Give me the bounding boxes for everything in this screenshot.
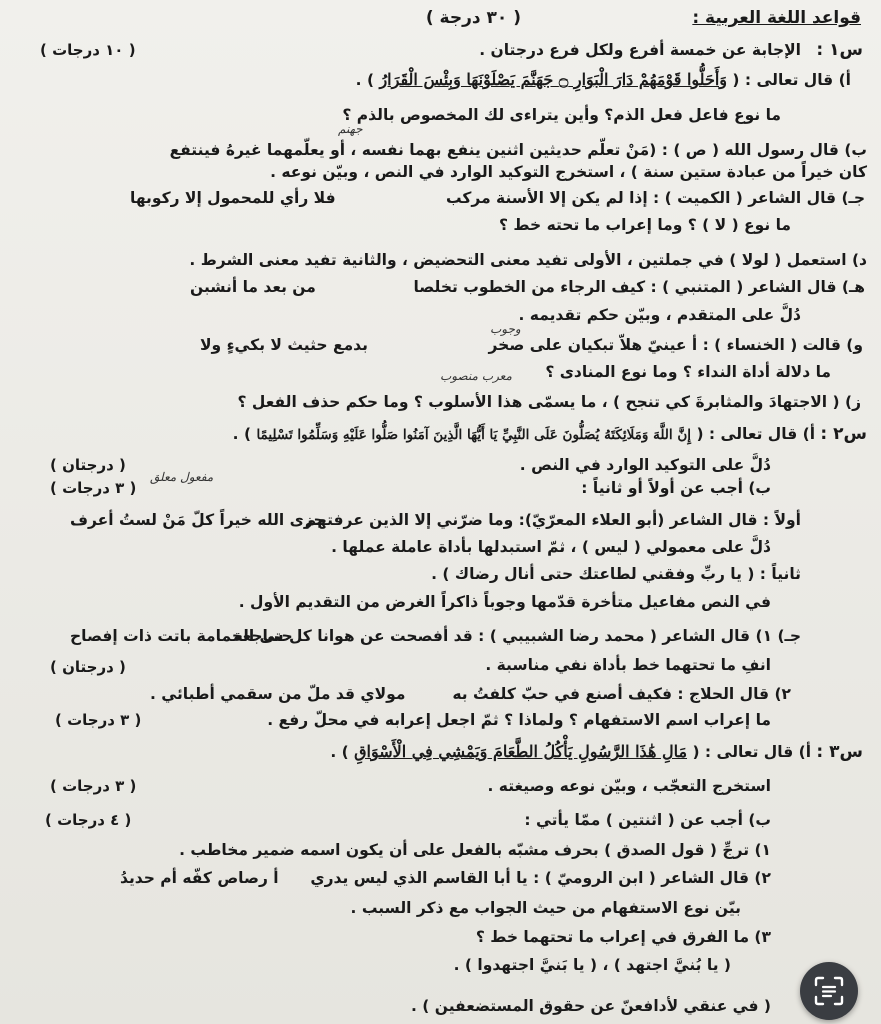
q1-f-verse-left: بدمع حثيث لا بكيءٍ ولا [200, 336, 368, 354]
q2-b-handwritten-note: مفعول معلق [150, 470, 214, 484]
q2-c1-verse-left: حتى الحمامة باتت ذات إفصاح [70, 627, 293, 645]
q2-label: س٢ : [820, 424, 867, 444]
scan-text-icon [814, 976, 844, 1006]
q2-a-prefix: أ) قال تعالى : ( [696, 425, 816, 443]
q2-a-quran: إِنَّ اللَّهَ وَمَلَائِكَتَهُ يُصَلُّونَ عَلَى النَّبِيِّ يَا أَيُّهَا الَّذِينَ آمَنُوا صَلُّوا عَلَيْهِ وَسَلِّمُوا تَسْلِيمًا [256, 427, 692, 443]
q1-f-verse-right: و) قالت ( الخنساء ) : أ عينيّ هلاّ تبكيان على صخر [488, 336, 863, 354]
q1-a-line2: ما نوع فاعل فعل الذم؟ وأين يتراءى لك المخصوص بالذم ؟ [342, 106, 781, 124]
q2-a-line2: دُلَّ على التوكيد الوارد في النص . [519, 456, 771, 474]
q1-b-line1: ب) قال رسول الله ( ص ) : (مَنْ تعلّم حديثين اثنين ينفع بهما نفسه ، أو يعلّمهما غيرهُ فينتفع [169, 141, 867, 159]
q2-c2-verse-right: ٢) قال الحلاج : فكيف أصنع في حبّ كلفتُ به [452, 685, 791, 703]
q3-a-suffix: ) . [330, 743, 349, 761]
q1-a-prefix: أ) قال تعالى : ( [732, 71, 851, 89]
q1-c-verse-left: فلا رأي للمحمول إلا ركوبها [130, 189, 336, 207]
q2-c2-points: ( ٣ درجات ) [55, 711, 142, 729]
q3-b-line: ب) أجب عن ( اثنتين ) ممّا يأتي : [524, 811, 771, 829]
q1-e-handwritten-note: وجوب [490, 322, 521, 336]
q1-a-handwritten-note: جهنم [338, 122, 363, 136]
q3-b-points: ( ٤ درجات ) [45, 811, 132, 829]
q1-e-verse-left: من بعد ما أنشبن [190, 278, 316, 296]
q3-b2-line2: بيّن نوع الاستفهام من حيث الجواب مع ذكر السبب . [350, 899, 741, 917]
q2-first-verse-right: أولاً : قال الشاعر (أبو العلاء المعرّيّ): وما ضرّني إلا الذين عرفتهم [304, 511, 801, 529]
q2-c2-verse-left: مولاي قد ملّ من سقمي أطبائي . [150, 685, 406, 703]
q2-b-line: ب) أجب عن أولاً أو ثانياً : [581, 479, 771, 497]
q1-c-verse-right: جـ) قال الشاعر ( الكميت ) : إذا لم يكن إلا الأسنة مركب [446, 189, 865, 207]
exam-total-marks: ( ٣٠ درجة ) [425, 8, 521, 28]
q2-b-points: ( ٣ درجات ) [50, 479, 137, 497]
q2-second-line1: ثانياً : ( يا ربِّ وفقني لطاعتك حتى أنال رضاك ) . [431, 565, 801, 583]
q3-b1-line: ١) ترجِّ ( قول الصدق ) بحرف مشبّه بالفعل على أن يكون اسمه ضمير مخاطب . [179, 841, 771, 859]
q2-c1-verse-right: جـ) ١) قال الشاعر ( محمد رضا الشبيبي ) : قد أفصحت عن هوانا كل ساجعة [233, 627, 801, 645]
q2-c1-line2: انفِ ما تحتهما خط بأداة نفي مناسبة . [485, 656, 771, 674]
q3-a-points: ( ٣ درجات ) [50, 777, 137, 795]
q3-a-quran: مَالِ هَٰذَا الرَّسُولِ يَأْكُلُ الطَّعَامَ وَيَمْشِي فِي الْأَسْوَاقِ [354, 742, 688, 761]
q1-label: س١ : [816, 40, 863, 60]
q3-b2-verse-left: أ رصاص كفّه أم حديدُ [120, 869, 279, 887]
q3-b3-line: ٣) ما الفرق في إعراب ما تحتهما خط ؟ [475, 928, 771, 946]
q2-a-suffix: ) . [232, 425, 252, 443]
q3-a-line2: استخرج التعجّب ، وبيّن نوعه وصيغته . [487, 777, 771, 795]
q3-b3-examples: ( يا بُنيَّ اجتهد ) ، ( يا بَنيَّ اجتهدوا ) . [453, 956, 731, 974]
q1-d-line: د) استعمل ( لولا ) في جملتين ، الأولى تفيد معنى التحضيض ، والثانية تفيد معنى الشرط . [189, 251, 867, 269]
q1-g-line: ز) ( الاجتهادَ والمثابرةَ كي تنجح ) ، ما يسمّى هذا الأسلوب ؟ وما حكم حذف الفعل ؟ [237, 393, 861, 411]
q3-label: س٣ : [816, 742, 863, 762]
q1-instruction: الإجابة عن خمسة أفرع ولكل فرع درجتان . [479, 41, 801, 59]
q1-a-line1 [356, 70, 851, 90]
q3-a-line1 [330, 742, 863, 762]
q2-first-verse-left: جزى الله خيراً كلّ مَنْ لستُ أعرف [70, 511, 325, 529]
q3-a-prefix: أ) قال تعالى : ( [692, 743, 812, 761]
q1-b-line2: كان خيراً من عبادة ستين سنة ) ، استخرج التوكيد الوارد في النص ، وبيّن نوعه . [270, 163, 867, 181]
q2-second-line2: في النص مفاعيل متأخرة قدّمها وجوباً ذاكراً الغرض من التقديم الأول . [238, 593, 771, 611]
q1-f-handwritten-note: معرب منصوب [440, 369, 512, 383]
q2-first-line2: دُلَّ على معمولي ( ليس ) ، ثمّ استبدلها بأداة عاملة عملها . [331, 538, 771, 556]
q1-f-line2: ما دلالة أداة النداء ؟ وما نوع المنادى ؟ [545, 363, 831, 381]
q2-c1-points: ( درجتان ) [50, 658, 126, 676]
q1-e-line2: دُلَّ على المتقدم ، وبيّن حكم تقديمه . [518, 306, 801, 324]
q3-b2-verse-right: ٢) قال الشاعر ( ابن الروميّ ) : يا أبا القاسم الذي ليس يدري [310, 869, 771, 887]
q1-points: ( ١٠ درجات ) [40, 41, 136, 59]
q2-a-points: ( درجتان ) [50, 456, 126, 474]
q1-e-verse-right: هـ) قال الشاعر ( المتنبي ) : كيف الرجاء من الخطوب تخلصا [413, 278, 865, 296]
exam-title: قواعد اللغة العربية : [692, 8, 861, 28]
q2-a-line1 [233, 424, 867, 445]
scan-text-button[interactable] [800, 962, 858, 1020]
q2-c2-line2: ما إعراب اسم الاستفهام ؟ ولماذا ؟ ثمّ اجعل إعرابه في محلّ رفع . [267, 711, 771, 729]
q1-c-line2: ما نوع ( لا ) ؟ وما إعراب ما تحته خط ؟ [499, 216, 791, 234]
q1-a-suffix: ) . [355, 71, 375, 89]
q1-a-quran: وَأَحَلُّوا قَوْمَهُمْ دَارَ الْبَوَارِ ۝ جَهَنَّمَ يَصْلَوْنَهَا وَبِئْسَ الْقَرَارُ [379, 70, 728, 89]
q3-b4-line: ( في عنقي لأدافعنّ عن حقوق المستضعفين ) . [411, 997, 771, 1015]
